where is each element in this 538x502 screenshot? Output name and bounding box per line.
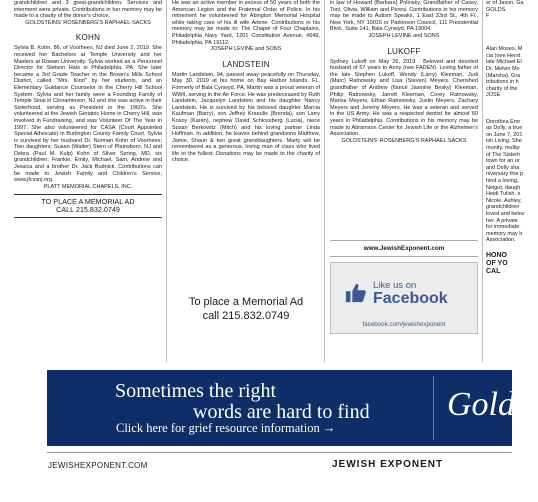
memorial-line: call 215.832.0749 — [202, 309, 290, 322]
cropped-cta-line: CAL — [486, 267, 501, 275]
cropped-line: Alan Moses, M — [486, 46, 523, 53]
obit-continuation-text: in law of Howard (Barbara) Polinsky. Grandfather of Casey, Toni, Olivia, William and Penny. Contributions in his memory may be made to Autism Speaks, 1 East 33rd St., 4th Fl., New York, NY 10016 or Parkinson Council, 111 Presidential Blvd., Suite 141, Bala Cynwyd, PA 19004. — [330, 0, 478, 33]
cropped-line: as Dolly, a true — [486, 125, 523, 132]
footer-masthead: JEWISH EXPONENT — [332, 459, 444, 470]
website-link[interactable]: www.JewishExponent.com — [330, 240, 478, 257]
funeral-home: PLATT MEMORIAL CHAPELS, INC. — [43, 183, 133, 190]
cta-line: CALL 215.832.0749 — [56, 205, 120, 215]
cropped-line — [486, 40, 512, 47]
column-3 — [330, 0, 478, 238]
cropped-line: tributions in h — [486, 79, 519, 86]
grief-resource-banner[interactable] — [47, 370, 538, 446]
obit-name-landstein: LANDSTEIN — [222, 59, 270, 69]
column-4-cropped — [486, 0, 525, 362]
column-1 — [14, 0, 162, 218]
cropped-cta-line: OF YO — [486, 259, 508, 267]
banner-line-1: Sometimes the right — [115, 380, 277, 402]
obit-name-lukoff: LUKOFF — [387, 46, 421, 56]
cropped-line: Association. — [486, 237, 516, 244]
banner-line-3: Click here for grief resource information — [116, 421, 320, 435]
column-2 — [172, 0, 320, 296]
cropped-line — [486, 99, 512, 106]
footer-site: JEWISHEXPONENT.COM — [48, 461, 148, 470]
cropped-line: of The Sisterh — [486, 151, 521, 158]
cropped-cta — [486, 252, 512, 276]
obit-name-kohn: KOHN — [75, 33, 101, 43]
cropped-line — [486, 26, 512, 33]
funeral-home: JOSEPH LEVINE and SONS — [368, 32, 440, 39]
cropped-line: for immediate — [486, 224, 520, 231]
arrow-right-icon: → — [322, 421, 336, 435]
cropped-line: niversary this p — [486, 171, 523, 178]
cropped-line: cia (nee Herst — [486, 52, 521, 59]
obit-body-lukoff: Sydney Lukoff on May 26, 2019 . Beloved and devoted husband of 67 years to Anny (nee FADEN). Loving father of the late Stephen Lukoff, Wendy (Larry) Kleeman, Judi (Marc) Ratnowsky and Lisa (Steven) Meyers. Cherished grandfather of Andrew (fiancé Jasmine Besky) Kleeman, Philip Ratnowsky, Jarrett Kleeman, Corey Ratnowsky, Marisa Meyers, Ethan Ratnowsky, Justin Meyers, Zachary Meyers and Jeremy Meyers. He was a veteran and served in the US Army. He was a respected dentist for almost 60 years in Philadelphia. Contributions in his memory may be made to Abramson Center for Jewish Life or the Alzheimer's Association. — [330, 58, 478, 138]
cropped-line: JOSE — [486, 92, 501, 99]
goldsteins-logo: Goldst — [447, 386, 538, 423]
obit-continuation-text: He was an active member in excess of 50 years of both the American Legion and the Fraternal Order of Police. In his retirement he volunteered for Abington Memorial Hospital while taking care of his ill wife Arlene. Contributions in his memory may be made to: The Chapel of Four Chaplains, Philadelphia Navy Yard, 1201 Constitution Avenue, #649, Philadelphia, PA 19112. — [172, 0, 320, 46]
funeral-home: JOSEPH LEVINE and SONS — [210, 46, 282, 53]
cropped-line: her. A private — [486, 217, 518, 224]
banner-divider — [433, 376, 434, 440]
cropped-text-block — [486, 0, 525, 244]
like-us-text: Like us on — [373, 280, 417, 291]
cropped-line: hind a loving, — [486, 178, 519, 185]
thumbs-up-icon — [345, 282, 367, 304]
cta-line: TO PLACE A MEMORIAL AD — [41, 197, 135, 207]
cropped-line: GOLDS — [486, 6, 506, 13]
cropped-line: (Marsha). Gra — [486, 72, 521, 79]
facebook-ad[interactable] — [330, 262, 478, 334]
column-rule — [166, 0, 167, 362]
divider — [14, 194, 162, 195]
cropped-line: er of Jason, Ga — [486, 0, 524, 6]
cropped-line — [486, 20, 512, 27]
cropped-line: and Dolly sha — [486, 164, 520, 171]
cropped-line: munity, multip — [486, 145, 520, 152]
banner-cta-link[interactable] — [116, 421, 335, 436]
memorial-ad-cta[interactable] — [14, 198, 162, 214]
column-rule — [324, 0, 325, 362]
cropped-line: Heidi Tulish, s — [486, 191, 521, 198]
funeral-home: GOLDSTEINS' ROSENBERG'S RAPHAEL-SACKS — [25, 19, 151, 26]
cropped-line: charity of the — [486, 85, 518, 92]
cropped-line: on June 7, 201 — [486, 131, 523, 138]
obit-body-landstein: Martin Landstein, 94, passed away peacefully on Thursday, May 30, 2019 at his home on Bay Harbor Islands, FL. Formerly of Bala Cynwyd, PA, Martin was a proud veteran of WWII, serving in the Air Force. He was predeceased by Ruth Landstein, Jacquelyn Landstein and his daughter Nancy Landstein. He is survived by his beloved daughter Marcia Kaufman (Barry), son Jeffrey Kraeulis (Brenda), son Larry Kosoy (Karen), nephew David Schlossberg (Lucia), niece Susan Berkowitz (Mitch) and his loving partner Linda Hoffman. In addition, he leaves behind grandsons Matthew, Jamie, Shaun & two great granddaughters. Marty will be remembered as a generous, loving man of class who lived life to the fullest. Donations may be made to the charity of choice. — [172, 71, 320, 164]
cropped-line: Neigut, daugh — [486, 184, 521, 191]
cropped-line: Dr. Melvin Mo — [486, 65, 520, 72]
cropped-line: late Michael El — [486, 59, 522, 66]
facebook-url: facebook.com/jewishexponent — [362, 321, 446, 328]
cropped-cta-line: HONO — [486, 251, 507, 259]
facebook-wordmark: Facebook — [373, 290, 448, 307]
memorial-line: To place a Memorial Ad — [188, 296, 304, 308]
cropped-line: town for an ur — [486, 158, 520, 165]
cropped-line: loved and belov — [486, 211, 525, 217]
obit-continuation-text: grandchildren and 3 great-grandchildren. Services and interment were private. Contributions in her memory may be made to a charity of the donor's choice. — [14, 0, 162, 20]
obit-body-kohn: Sylvia B. Kohn, 86, of Voorhees, NJ died June 2, 2019. She received her Bachelors at Temple University and her Masters at Rowan University. Sylvia worked as a Personnel Director for Stetson Hats in Philadelphia, PA. She later became a 3rd Grade Teacher in the Brown's Mills School District, called "Mrs. Kind" by her students, and an Elementary Guidance Counselor in the Cherry Hill School System. Sylvia and her family were a Founding Family of Temple Sinai in Cinnaminson, NJ and she was active in their Sisterhood, serving as President in the 1960's. She volunteered at the Jewish Geriatric Home in Cherry Hill, was involved in Fundraising, and was Volunteer Of The Year in 1997. She also volunteered for CASA (Court Appointed Special Advocate) in Burlington County Family Court. Sylvia is survived by her husband Dr. Norman Kohn of Voorhees; Two daughters; Susan (Walter) Stern of Plainsboro, NJ and Debra (Paul M. Kulp) Kohn of Silver Spring, MD, six grandchildren; Frankie, Emily, Michael, Sam, Andrew and Jessica and a brother Dr. Jack Budnick. Contributions can be made to Jewish Family and Children's Service, www.jfcssnj.org. — [14, 45, 162, 184]
banner-line-2: words are hard to find — [193, 401, 370, 423]
cropped-line: Dorothea Emr — [486, 118, 521, 125]
cropped-line: ish Living. She — [486, 138, 522, 145]
cropped-line — [486, 106, 512, 113]
column-rule — [482, 0, 483, 362]
cropped-line — [486, 112, 512, 119]
cropped-line: grandchildren — [486, 204, 520, 211]
funeral-home: GOLDSTEINS' ROSENBERG'S RAPHAEL SACKS — [341, 137, 467, 144]
cropped-line: Nicole, Ashley, — [486, 197, 522, 204]
cropped-line — [486, 33, 512, 40]
divider — [14, 217, 162, 218]
memorial-ad-box[interactable] — [172, 296, 320, 323]
footer-rule — [47, 452, 512, 453]
cropped-line: F — [486, 13, 490, 20]
cropped-line: memory may b — [486, 230, 523, 237]
